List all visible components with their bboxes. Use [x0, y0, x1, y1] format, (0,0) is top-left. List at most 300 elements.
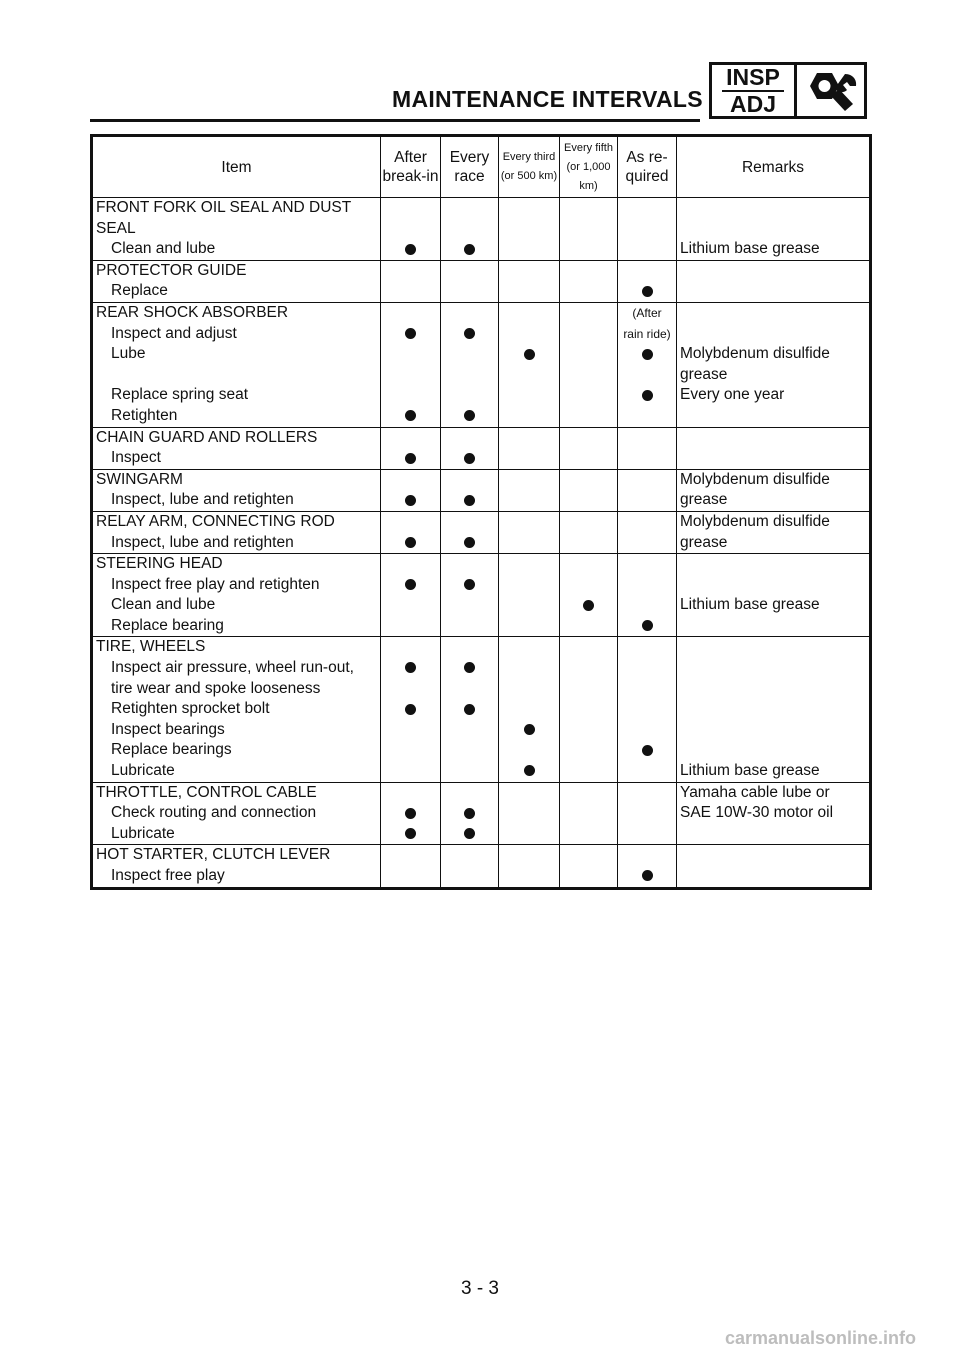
cell-remarks	[677, 198, 871, 261]
cell-every-third	[499, 637, 560, 782]
table-body	[92, 198, 871, 889]
cell-line	[381, 554, 440, 575]
cell-line	[560, 637, 617, 658]
cell-line	[499, 803, 559, 824]
cell-line: Inspect free play	[111, 867, 225, 884]
filled-dot-icon	[405, 808, 416, 819]
cell-line	[499, 324, 559, 345]
cell-line	[441, 616, 498, 637]
cell-line	[441, 637, 498, 658]
cell-line	[381, 324, 440, 345]
cell-line	[618, 824, 676, 845]
cell-line	[560, 866, 617, 887]
cell-as-required	[618, 302, 677, 427]
cell-line	[618, 761, 676, 782]
cell-line	[499, 261, 559, 282]
cell-line	[499, 658, 559, 679]
cell-line: grease	[680, 365, 728, 383]
cell-line: STEERING HEAD	[96, 555, 223, 573]
filled-dot-icon	[405, 704, 416, 715]
filled-dot-icon	[405, 537, 416, 548]
filled-dot-icon	[464, 579, 475, 590]
cell-line	[499, 533, 559, 554]
filled-dot-icon	[642, 620, 653, 631]
cell-line: Clean and lube	[111, 240, 216, 258]
filled-dot-icon	[464, 495, 475, 506]
cell-line	[381, 616, 440, 637]
filled-dot-icon	[405, 579, 416, 590]
section-badge	[709, 62, 867, 119]
cell-line	[560, 385, 617, 406]
cell-as-required	[618, 511, 677, 553]
filled-dot-icon	[464, 662, 475, 673]
cell-remarks	[677, 260, 871, 302]
cell-line: Inspect	[111, 449, 161, 467]
cell-every-race	[441, 198, 499, 261]
cell-every-third	[499, 469, 560, 511]
filled-dot-icon	[642, 390, 653, 401]
filled-dot-icon	[583, 600, 594, 611]
cell-line: CHAIN GUARD AND ROLLERS	[96, 428, 318, 446]
cell-line	[560, 324, 617, 345]
cell-remarks	[677, 782, 871, 845]
cell-line	[381, 365, 440, 386]
filled-dot-icon	[405, 828, 416, 839]
table-row	[92, 260, 871, 302]
cell-every-race	[441, 511, 499, 553]
cell-line	[381, 783, 440, 804]
table-row	[92, 511, 871, 553]
cell-line: Retighten sprocket bolt	[111, 700, 270, 718]
cell-every-third	[499, 782, 560, 845]
cell-line	[560, 344, 617, 365]
cell-line	[618, 365, 676, 386]
cell-line	[381, 385, 440, 406]
cell-every-race	[441, 554, 499, 637]
cell-as-required	[618, 198, 677, 261]
cell-line	[560, 679, 617, 700]
cell-line: TIRE, WHEELS	[96, 638, 206, 656]
cell-line	[441, 803, 498, 824]
cell-line: Lithium base grease	[680, 240, 820, 258]
cell-line	[618, 239, 676, 260]
cell-every-race	[441, 302, 499, 427]
cell-remarks	[677, 845, 871, 888]
cell-line	[441, 198, 498, 219]
cell-line: Replace spring seat	[111, 386, 248, 404]
cell-line: PROTECTOR GUIDE	[96, 261, 247, 279]
cell-line: Inspect bearings	[111, 720, 225, 738]
cell-line	[618, 720, 676, 741]
cell-line	[499, 239, 559, 260]
cell-line	[381, 824, 440, 845]
cell-line	[441, 406, 498, 427]
cell-every-fifth	[560, 845, 618, 888]
filled-dot-icon	[464, 808, 475, 819]
cell-every-third	[499, 260, 560, 302]
cell-item	[92, 782, 381, 845]
cell-line	[441, 699, 498, 720]
cell-item	[92, 260, 381, 302]
filled-dot-icon	[405, 453, 416, 464]
cell-line	[499, 679, 559, 700]
cell-line	[618, 866, 676, 887]
cell-after-break-in	[381, 511, 441, 553]
filled-dot-icon	[464, 828, 475, 839]
cell-line	[499, 761, 559, 782]
cell-line	[499, 720, 559, 741]
badge-insp: INSP	[722, 66, 784, 92]
cell-line	[441, 239, 498, 260]
cell-every-fifth	[560, 469, 618, 511]
col-every-race: Every race	[441, 136, 499, 198]
cell-line: Replace bearing	[111, 616, 224, 634]
filled-dot-icon	[464, 328, 475, 339]
cell-item	[92, 554, 381, 637]
cell-after-break-in	[381, 845, 441, 888]
cell-as-required	[618, 845, 677, 888]
cell-line: FRONT FORK OIL SEAL AND DUST	[96, 199, 352, 216]
table-header-row	[92, 136, 871, 198]
filled-dot-icon	[642, 745, 653, 756]
filled-dot-icon	[642, 870, 653, 881]
cell-line	[441, 303, 498, 324]
cell-line	[618, 490, 676, 511]
wrench-nut-icon	[797, 65, 864, 116]
cell-line	[499, 637, 559, 658]
cell-remarks	[677, 302, 871, 427]
cell-line: SAE 10W-30 motor oil	[680, 804, 834, 822]
cell-line	[381, 533, 440, 554]
cell-line	[677, 406, 869, 427]
cell-line	[381, 595, 440, 616]
col-item: Item	[92, 136, 381, 198]
cell-line	[499, 512, 559, 533]
cell-line	[381, 428, 440, 449]
cell-line	[381, 198, 440, 219]
cell-line	[560, 803, 617, 824]
cell-after-break-in	[381, 637, 441, 782]
cell-line	[677, 324, 869, 345]
cell-line	[441, 845, 498, 866]
cell-line	[618, 261, 676, 282]
cell-every-fifth	[560, 198, 618, 261]
cell-line	[560, 783, 617, 804]
cell-as-required	[618, 782, 677, 845]
cell-item	[92, 302, 381, 427]
cell-line	[441, 575, 498, 596]
filled-dot-icon	[642, 286, 653, 297]
cell-line	[560, 740, 617, 761]
cell-line	[677, 428, 869, 449]
cell-line	[618, 554, 676, 575]
table-row	[92, 554, 871, 637]
cell-line	[441, 679, 498, 700]
cell-line	[560, 720, 617, 741]
table-row	[92, 469, 871, 511]
cell-line	[560, 554, 617, 575]
cell-line	[560, 365, 617, 386]
cell-line	[381, 261, 440, 282]
badge-adj: ADJ	[729, 90, 776, 117]
cell-line: Clean and lube	[111, 596, 216, 614]
filled-dot-icon	[524, 349, 535, 360]
cell-line: Every one year	[680, 386, 785, 404]
col-remarks: Remarks	[677, 136, 871, 198]
cell-line	[499, 783, 559, 804]
cell-every-race	[441, 427, 499, 469]
cell-line	[499, 595, 559, 616]
cell-line	[381, 699, 440, 720]
cell-every-race	[441, 782, 499, 845]
cell-line: Replace	[111, 282, 168, 300]
cell-line	[677, 219, 869, 240]
cell-line	[677, 616, 869, 637]
cell-line	[499, 365, 559, 386]
cell-line: Lube	[111, 345, 146, 363]
cell-line	[381, 448, 440, 469]
cell-line	[560, 198, 617, 219]
cell-line	[677, 866, 869, 887]
cell-line	[499, 303, 559, 324]
cell-line	[618, 740, 676, 761]
cell-line	[441, 824, 498, 845]
cell-line	[499, 554, 559, 575]
title-rule	[90, 119, 700, 122]
cell-every-fifth	[560, 511, 618, 553]
cell-line	[618, 699, 676, 720]
cell-every-race	[441, 469, 499, 511]
cell-line: Lubricate	[111, 824, 175, 842]
cell-line	[381, 637, 440, 658]
cell-line	[381, 406, 440, 427]
cell-remarks	[677, 427, 871, 469]
cell-line	[499, 281, 559, 302]
badge-text	[712, 65, 797, 116]
cell-line: Inspect free play and retighten	[111, 575, 320, 593]
cell-line	[618, 616, 676, 637]
maintenance-table	[90, 134, 872, 890]
cell-line	[441, 448, 498, 469]
cell-line	[560, 239, 617, 260]
cell-line	[560, 761, 617, 782]
cell-line: Replace bearings	[111, 741, 232, 759]
filled-dot-icon	[405, 328, 416, 339]
cell-line: SWINGARM	[96, 470, 183, 488]
cell-line	[618, 448, 676, 469]
cell-line	[499, 428, 559, 449]
cell-line	[499, 845, 559, 866]
cell-line	[677, 554, 869, 575]
cell-line	[677, 261, 869, 282]
cell-line	[381, 658, 440, 679]
cell-line	[560, 219, 617, 240]
table-row	[92, 198, 871, 261]
cell-line	[381, 219, 440, 240]
cell-as-required	[618, 469, 677, 511]
cell-line	[381, 845, 440, 866]
cell-line	[618, 803, 676, 824]
cell-line	[381, 679, 440, 700]
cell-line	[381, 720, 440, 741]
cell-line	[618, 344, 676, 365]
cell-item	[92, 511, 381, 553]
cell-line	[499, 575, 559, 596]
filled-dot-icon	[405, 410, 416, 421]
cell-line	[560, 406, 617, 427]
cell-line	[381, 803, 440, 824]
cell-item	[92, 845, 381, 888]
cell-line	[560, 490, 617, 511]
cell-line	[381, 281, 440, 302]
cell-after-break-in	[381, 427, 441, 469]
cell-line	[499, 406, 559, 427]
cell-line: tire wear and spoke looseness	[111, 679, 321, 697]
cell-line	[677, 740, 869, 761]
cell-line	[618, 219, 676, 240]
cell-line	[441, 761, 498, 782]
table-row	[92, 637, 871, 782]
cell-remarks	[677, 554, 871, 637]
cell-every-fifth	[560, 427, 618, 469]
cell-line	[560, 533, 617, 554]
cell-line	[441, 554, 498, 575]
cell-line	[560, 595, 617, 616]
cell-line	[441, 385, 498, 406]
cell-line	[618, 783, 676, 804]
cell-line: Molybdenum disulfide	[680, 512, 830, 530]
cell-line	[618, 845, 676, 866]
cell-line	[441, 470, 498, 491]
cell-line	[618, 679, 676, 700]
cell-line	[381, 761, 440, 782]
cell-after-break-in	[381, 469, 441, 511]
cell-line	[618, 428, 676, 449]
cell-line: grease	[680, 491, 728, 509]
cell-line	[677, 679, 869, 700]
filled-dot-icon	[464, 537, 475, 548]
cell-line	[441, 533, 498, 554]
cell-line	[618, 637, 676, 658]
cell-line	[499, 198, 559, 219]
cell-line	[381, 303, 440, 324]
cell-line: Inspect, lube and retighten	[111, 533, 294, 551]
cell-line: Retighten	[111, 406, 178, 424]
cell-after-break-in	[381, 302, 441, 427]
cell-line: Molybdenum disulfide	[680, 345, 830, 363]
col-after-break-in: After break-in	[381, 136, 441, 198]
cell-every-race	[441, 845, 499, 888]
cell-line	[560, 428, 617, 449]
cell-line	[499, 470, 559, 491]
cell-every-third	[499, 427, 560, 469]
cell-line: THROTTLE, CONTROL CABLE	[96, 783, 317, 801]
cell-line	[677, 281, 869, 302]
cell-every-third	[499, 302, 560, 427]
cell-line: Lithium base grease	[680, 762, 820, 780]
watermark: carmanualsonline.info	[724, 1328, 916, 1348]
cell-line	[499, 699, 559, 720]
cell-as-required	[618, 260, 677, 302]
cell-line	[560, 699, 617, 720]
cell-line	[441, 658, 498, 679]
filled-dot-icon	[405, 244, 416, 255]
filled-dot-icon	[642, 349, 653, 360]
cell-remarks	[677, 511, 871, 553]
cell-line	[677, 448, 869, 469]
cell-line	[381, 575, 440, 596]
page-title: MAINTENANCE INTERVALS	[392, 86, 703, 112]
cell-line	[381, 866, 440, 887]
cell-line	[499, 616, 559, 637]
cell-line	[677, 699, 869, 720]
cell-line	[618, 385, 676, 406]
cell-line	[677, 575, 869, 596]
cell-line	[441, 261, 498, 282]
cell-line	[560, 303, 617, 324]
cell-every-race	[441, 260, 499, 302]
cell-every-third	[499, 198, 560, 261]
cell-every-third	[499, 554, 560, 637]
cell-line	[441, 595, 498, 616]
filled-dot-icon	[405, 495, 416, 506]
cell-line: Inspect and adjust	[111, 324, 237, 342]
cell-line	[499, 344, 559, 365]
cell-every-third	[499, 511, 560, 553]
cell-line: Molybdenum disulfide	[680, 470, 830, 488]
col-every-third: Every third (or 500 km)	[499, 136, 560, 198]
filled-dot-icon	[464, 704, 475, 715]
cell-line	[441, 740, 498, 761]
cell-line	[560, 281, 617, 302]
filled-dot-icon	[405, 662, 416, 673]
cell-line	[560, 512, 617, 533]
cell-line	[441, 281, 498, 302]
cell-line	[677, 303, 869, 324]
cell-line	[560, 470, 617, 491]
cell-line	[441, 344, 498, 365]
cell-every-race	[441, 637, 499, 782]
cell-every-fifth	[560, 260, 618, 302]
cell-line: grease	[680, 533, 728, 551]
cell-line	[381, 512, 440, 533]
cell-line	[441, 324, 498, 345]
cell-every-fifth	[560, 554, 618, 637]
cell-line	[677, 720, 869, 741]
cell-remarks	[677, 637, 871, 782]
cell-after-break-in	[381, 782, 441, 845]
cell-line: Yamaha cable lube or	[680, 783, 830, 801]
cell-line	[618, 406, 676, 427]
cell-line	[618, 281, 676, 302]
cell-line	[499, 866, 559, 887]
table-row	[92, 427, 871, 469]
table-row	[92, 782, 871, 845]
cell-item	[92, 469, 381, 511]
cell-line	[499, 219, 559, 240]
cell-line	[441, 783, 498, 804]
page-number: 3 - 3	[460, 1278, 500, 1299]
cell-line	[560, 575, 617, 596]
cell-line	[560, 658, 617, 679]
cell-line	[618, 198, 676, 219]
cell-line: Inspect, lube and retighten	[111, 491, 294, 509]
cell-line	[560, 824, 617, 845]
cell-line	[441, 428, 498, 449]
cell-line	[381, 344, 440, 365]
cell-line	[677, 845, 869, 866]
filled-dot-icon	[524, 724, 535, 735]
